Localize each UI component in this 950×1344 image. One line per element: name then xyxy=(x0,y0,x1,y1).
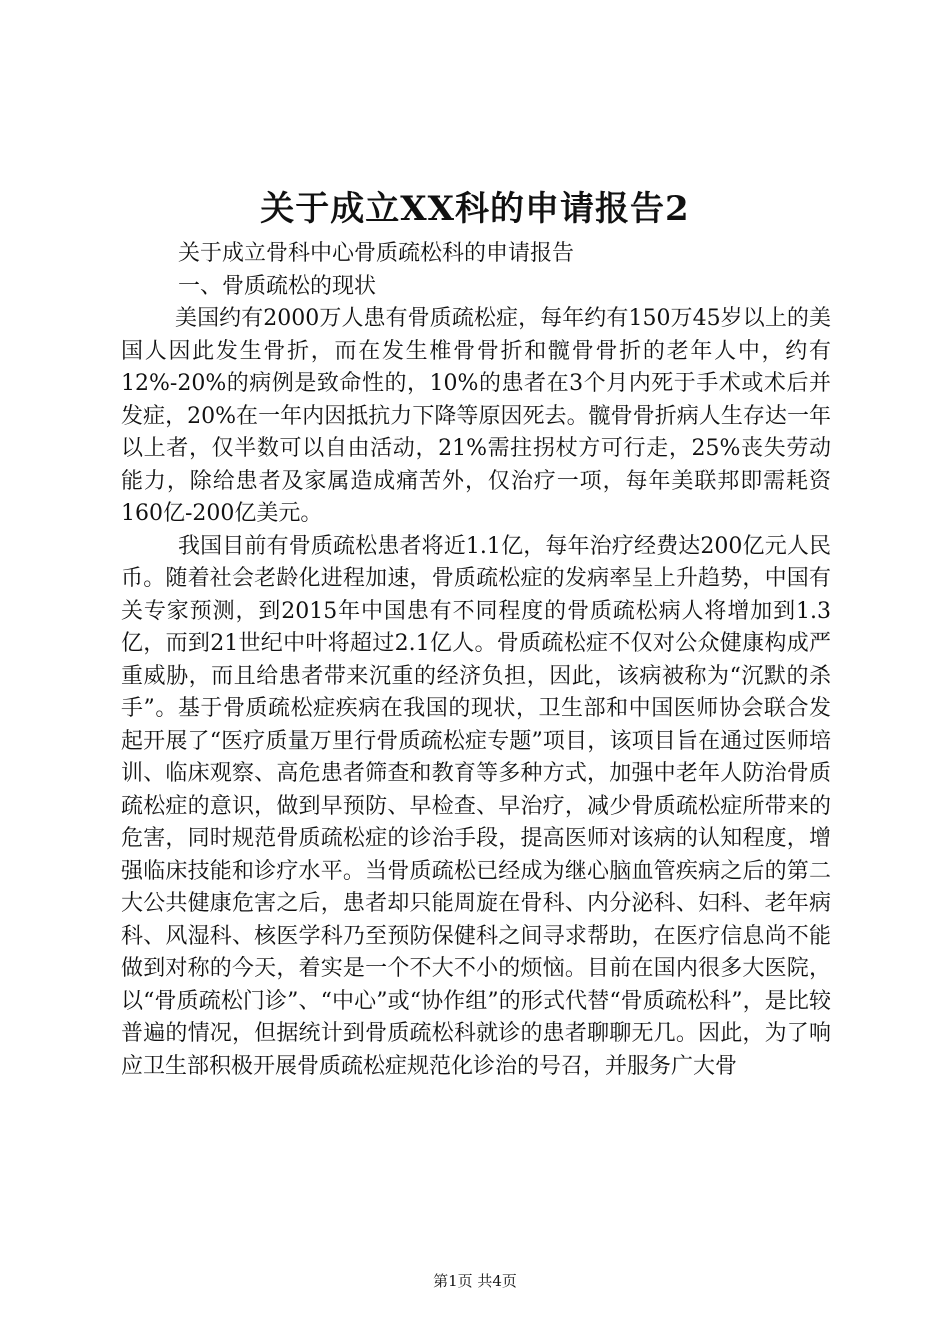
paragraph-china-situation: 我国目前有骨质疏松患者将近1.1亿，每年治疗经费达200亿元人民币。随着社会老龄化进程加速，骨质疏松症的发病率呈上升趋势，中国有关专家预测，到2015年中国患有不同程度的骨质疏松病人将增加到1.3亿，而到21世纪中叶将超过2.1亿人。骨质疏松症不仅对公众健康构成严重威胁，而且给患者带来沉重的经济负担，因此，该病被称为“沉默的杀手”。基于骨质疏松症疾病在我国的现状，卫生部和中国医师协会联合发起开展了“医疗质量万里行骨质疏松症专题”项目，该项目旨在通过医师培训、临床观察、高危患者筛查和教育等多种方式，加强中老年人防治骨质疏松症的意识，做到早预防、早检查、早治疗，减少骨质疏松症所带来的危害，同时规范骨质疏松症的诊治手段，提高医师对该病的认知程度，增强临床技能和诊疗水平。当骨质疏松已经成为继心脑血管疾病之后的第二大公共健康危害之后，患者却只能周旋在骨科、内分泌科、妇科、老年病科、风湿科、核医学科乃至预防保健科之间寻求帮助，在医疗信息尚不能做到对称的今天，着实是一个不大不小的烦恼。目前在国内很多大医院，以“骨质疏松门诊”、“中心”或“协作组”的形式代替“骨质疏松科”，是比较普遍的情况，但据统计到骨质疏松科就诊的患者聊聊无几。因此，为了响应卫生部积极开展骨质疏松症规范化诊治的号召，并服务广大骨 xyxy=(121,533,831,1079)
document-title: 关于成立XX科的申请报告2 xyxy=(260,189,690,229)
paragraph-us-statistics: 美国约有2000万人患有骨质疏松症，每年约有150万45岁以上的美国人因此发生骨折，而在发生椎骨骨折和髋骨骨折的老年人中，约有12%-20%的病例是致命性的，10%的患者在3个月内死于手术或术后并发症，20%在一年内因抵抗力下降等原因死去。髋骨骨折病人生存达一年以上者，仅半数可以自由活动，21%需拄拐杖方可行走，25%丧失劳动能力，除给患者及家属造成痛苦外，仅治疗一项，每年美联邦即需耗资160亿-200亿美元。 xyxy=(121,306,831,526)
section-heading: 一、骨质疏松的现状 xyxy=(178,273,377,299)
document-body xyxy=(121,238,831,1083)
page-indicator: 第1页 共4页 xyxy=(433,1272,517,1290)
document-subtitle: 关于成立骨科中心骨质疏松科的申请报告 xyxy=(178,241,575,266)
